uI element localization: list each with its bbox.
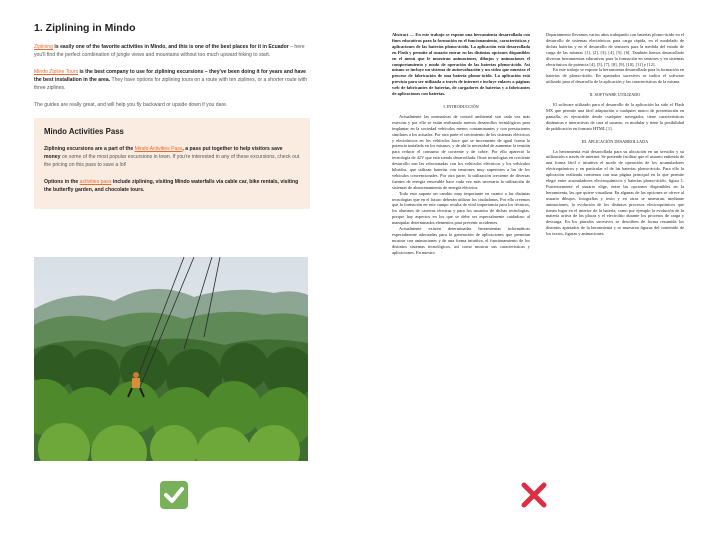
check-icon bbox=[160, 481, 188, 514]
pass-paragraph-2 bbox=[44, 178, 300, 194]
paragraph-ziplining bbox=[34, 43, 310, 59]
pass-p1-bold: Ziplining excursions are a part of the bbox=[44, 146, 135, 152]
pass-p1-text: on some of the most popular excursions in town. If you're interested in any of these excursions, check out the pricing on this pass to save a lot! bbox=[44, 154, 300, 168]
right-paragraph-1: Departamento llevamos varios años trabajando con baterías plomo-ácido en el desarrollo de sistemas electrónicos para carga rápida, en el modelado de dichas baterías y en el desarrollo de sensores para la medida del estado de carga de las mismas [1], [2], [3], [4], [5], [6]. También hemos desarrollado diversas herramientas educativas para la formación en sensores y en sistemas electrónicos de potencia [4], [5], [7], [8], [9], [10], [11] y [12]. bbox=[546, 32, 684, 67]
blog-article bbox=[34, 22, 310, 209]
intro-paragraph-1: Actualmente las normativas de control ambiental son cada vez más estrictas y por ello se están realizando nuevos desarrollos tecnológicos para implantar en la sociedad vehículos menos contaminantes y con prestaciones similares a los actuales. Por otra parte el crecimiento de los sistemas eléctricos y electrónicos en los vehículos hace que se incremente de igual forma la potencia instalada en los mismos, y de ahí la necesidad de aumentar la tensión para reducir el consumo de corriente y de cobre. Por ello apareció la tecnología de 42V que está siendo desarrollada. Otras tecnologías en creciente desarrollo son las relacionadas con los vehículos eléctricos y los vehículos híbridos, que utilizan baterías con tensiones muy superiores a las de los vehículos convencionales. Por otra parte, la utilización creciente de diversas fuentes de energía renovable hace cada vez más necesaria la utilización de sistemas de almacenamiento de energía eléctrica. bbox=[392, 113, 530, 190]
section-heading-software: II. SOFTWARE UTILIZADO bbox=[589, 92, 641, 98]
article-title: 1. Ziplining in Mindo bbox=[34, 22, 136, 34]
activities-pass-link[interactable]: Mindo Activities Pass bbox=[134, 146, 183, 152]
p2-bold-text: is the best company to use for ziplining excursions – they've been doing it for years and have the best installation in the area. bbox=[34, 69, 307, 83]
pass-title: Mindo Activities Pass bbox=[44, 127, 124, 136]
paragraph-guides: The guides are really great, and will help you fly backward or upside down if you dare. bbox=[34, 102, 228, 108]
right-paragraph-2: En este trabajo se expone la herramienta desarrollada para la formación en baterías de plomo-ácido. En apartados sucesivos se indica el software utilizado para el desarrollo de la aplicación y las características de la misma. bbox=[546, 67, 684, 85]
paper-column-right bbox=[546, 32, 684, 237]
p2-text: They have options for ziplining tours on a route with ten ziplines, or a shorter route with three ziplines. bbox=[34, 77, 308, 91]
pass-p2-bold2: include ziplining, visiting Mindo waterfalls via cable car, bike rentals, visiting the butterfly garden, and chocolate tours. bbox=[44, 179, 299, 193]
cross-icon bbox=[520, 481, 548, 514]
activities-pass-link-2[interactable]: activities pass bbox=[79, 179, 112, 185]
ziplining-link[interactable]: Ziplining bbox=[34, 44, 53, 50]
paragraph-tours bbox=[34, 68, 310, 92]
aplicacion-paragraph: La herramienta está desarrollada para su ubicación en un servidor y su utilización a través de internet. Se pretende facilitar que el usuario entienda de una forma fácil e intuitiva el modo de operación de los acumuladores electroquímicos y en particular el de las baterías plomo-ácido. Para ello la aplicación realizada comienza con una página principal en la que permite elegir entre acumuladores electroquímicos y baterías plomo-ácido, figura 1. Posteriormente el usuario elige, entre las opciones disponibles en la herramienta, las que quiere visualizar. En algunas de las opciones se ofrece al usuario dibujos, fotografías y texto y en otras se muestran, mediante animaciones, la evolución de los distintos procesos electroquímicos que tienen lugar en el interior de la batería, como por ejemplo la evolución de la materia activa de las placas y el electrolito durante los procesos de carga y descarga. En los párrafos sucesivos se describen de forma resumida los distintos apartados de la herramienta y se muestran figuras del contenido de los textos, figuras y animaciones. bbox=[546, 148, 684, 237]
pass-p2-bold: Options in the bbox=[44, 179, 80, 185]
activities-pass-box bbox=[34, 118, 310, 209]
software-paragraph: El software utilizado para el desarrollo de la aplicación ha sido el Flash MX que permite una fácil adaptación a cualquier marco de presentación en pantalla, es ejecutable desde cualquier navegador, tiene características dinámicas e interactivas de cara al usuario, es modular y tiene la posibilidad de publicación en formato HTML [1]. bbox=[546, 102, 684, 131]
section-heading-aplicacion: III. APLICACIÓN DESARROLLADA bbox=[581, 138, 649, 144]
p1-text: – here you'll find the perfect combination of jungle views and mountains without too much upward hiking to start. bbox=[34, 44, 305, 58]
intro-paragraph-2: Todo esto supone un cambio muy importante en cuanto a las distintas tecnologías que en el futuro deberán utilizar los ciudadanos. Por ello creemos que la formación en este campo resulta de vital importancia para los técnicos, los alumnos de carreras técnicas y para los usuarios de dichas tecnologías, porque hay aspectos en los que se debe ser especialmente cuidadoso al manipular determinados elementos para prevenir accidentes. bbox=[392, 190, 530, 226]
p1-bold-text: is easily one of the favorite activities in Mindo, and this is one of the best places for it in Ecuador bbox=[52, 44, 289, 50]
paper-column-left bbox=[392, 32, 530, 256]
paper-abstract: Abstract — En este trabajo se expone una herramienta desarrollada con fines educativos para la formación en el funcionamiento, características y aplicaciones de las baterías plomo-ácido. La aplicación está desarrollada en Flash y permite al usuario entrar en las distintas opciones disponibles en el menú que le muestran animaciones, dibujos y animaciones el comportamiento y modo de operación de las baterías plomo-ácido. Así mismo se incluye un sistema de autoevaluación y un vídeo que muestra el proceso de fabricación de una batería plomo-ácido. La aplicación está prevista para ser utilizada a través de internet e incluye enlaces a páginas web de fabricantes de baterías, de cargadores de baterías y a fabricantes de aplicaciones con baterías. bbox=[392, 32, 530, 97]
intro-paragraph-3: Actualmente existen determinadas herramientas informáticas especialmente adecuadas para la generación de aplicaciones que permitan mostrar con animaciones y de una forma intuitiva, el funcionamiento de los distintos sistemas tecnológicos, así como mostrar sus características y aplicaciones. En nuestro bbox=[392, 226, 530, 255]
mindo-zipline-tours-link[interactable]: Mindo Zipline Tours bbox=[34, 69, 79, 75]
pass-paragraph-1 bbox=[44, 145, 300, 169]
section-heading-introduccion: I. INTRODUCCIÓN bbox=[443, 103, 479, 109]
pass-p1-bold2: , a pass put together to help visitors save money bbox=[44, 146, 283, 160]
zipline-jungle-photo bbox=[34, 257, 308, 461]
